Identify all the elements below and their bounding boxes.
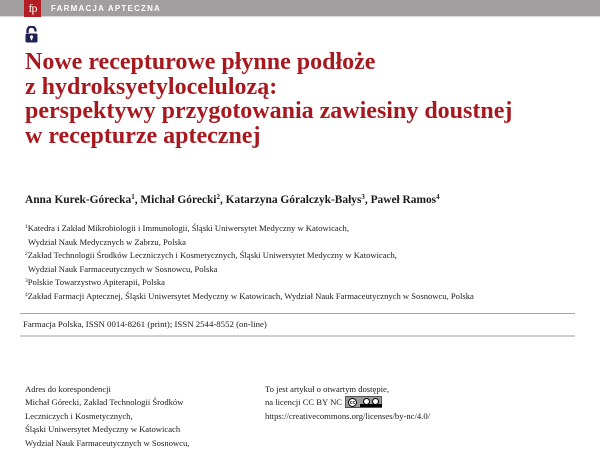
author-separator: , [364, 194, 371, 206]
divider-top [20, 313, 575, 314]
journal-logo: fp [24, 0, 41, 17]
correspondence-line: Leczniczych i Kosmetycznych, [25, 410, 133, 421]
affiliation-number: 3 [25, 278, 28, 285]
license-notice [265, 383, 585, 423]
license-line: To jest artykuł o otwartym dostępie, [265, 384, 389, 394]
author-name: Michał Górecki [140, 194, 217, 206]
author-name: Anna Kurek-Górecka [25, 194, 132, 206]
author-separator: , [134, 194, 141, 206]
author-affiliation-sup: 3 [361, 193, 365, 201]
author-separator: , [219, 194, 226, 206]
author-affiliation-sup: 4 [436, 193, 440, 201]
affiliation-item [25, 222, 585, 236]
article-title [25, 50, 585, 148]
license-line [265, 396, 585, 409]
affiliation-number: 1 [25, 224, 28, 230]
affiliation-number: 2 [25, 251, 28, 258]
author-affiliation-sup: 1 [131, 193, 135, 201]
affiliation-number: 4 [25, 291, 28, 298]
affiliation-item [25, 276, 585, 290]
open-lock-icon [25, 26, 38, 43]
divider-bottom [20, 335, 575, 337]
author-affiliation-sup: 2 [216, 193, 220, 201]
journal-name: FARMACJA APTECZNA [51, 4, 162, 13]
cc-by-nc-badge-icon[interactable] [345, 396, 382, 408]
badge-strip [360, 404, 382, 407]
correspondence-line: Wydział Nauk Farmaceutycznych w Sosnowcu, [25, 437, 190, 448]
cc-icon: cc [349, 400, 356, 407]
title-line: w recepturze aptecznej [25, 122, 261, 149]
title-line: Nowe recepturowe płynne podłoże [25, 49, 376, 75]
correspondence-line: Adres do korespondencji [25, 384, 111, 394]
affiliation-list [25, 222, 585, 304]
affiliation-continuation: Wydział Nauk Farmaceutycznych w Sosnowcu, Polska [28, 263, 218, 274]
affiliation-text: Zakład Farmacji Aptecznej, Śląski Uniwersytet Medyczny w Katowicach, Wydział Nauk Farmaceutycznych w Sosnowcu, Polska [27, 290, 474, 301]
affiliation-text: Zakład Technologii Środków Leczniczych i Kosmetycznych, Śląski Uniwersytet Medyczny w Katowicach, [27, 250, 397, 261]
license-url-link[interactable]: https://creativecommons.org/licenses/by-nc/4.0/ [265, 410, 430, 421]
license-type: na licencji CC BY NC [265, 397, 343, 408]
journal-issn-info: Farmacja Polska, ISSN 0014-8261 (print); ISSN 2544-8552 (on-line) [23, 319, 267, 329]
correspondence-line: Śląski Uniwersytet Medyczny w Katowicach [25, 424, 181, 435]
author-name: Paweł Ramos [370, 194, 437, 206]
title-line: z hydroksyetylocelulozą: [25, 73, 278, 100]
affiliation-text: Katedra i Zakład Mikrobiologii i Immunologii, Śląski Uniwersytet Medyczny w Katowicach, [27, 223, 349, 233]
journal-header-bar [0, 0, 600, 17]
affiliation-item [25, 249, 585, 263]
affiliation-text: Polskie Towarzystwo Apiterapii, Polska [27, 277, 165, 288]
title-line: perspektywy przygotowania zawiesiny doustnej [25, 98, 513, 124]
author-name: Katarzyna Góralczyk-Bałys [225, 194, 362, 206]
affiliation-item [25, 290, 585, 304]
correspondence-line: Michał Górecki, Zakład Technologii Środków [25, 397, 184, 408]
correspondence-address [25, 383, 255, 450]
author-list [25, 193, 585, 207]
affiliation-continuation: Wydział Nauk Medycznych w Zabrzu, Polska [28, 236, 186, 247]
